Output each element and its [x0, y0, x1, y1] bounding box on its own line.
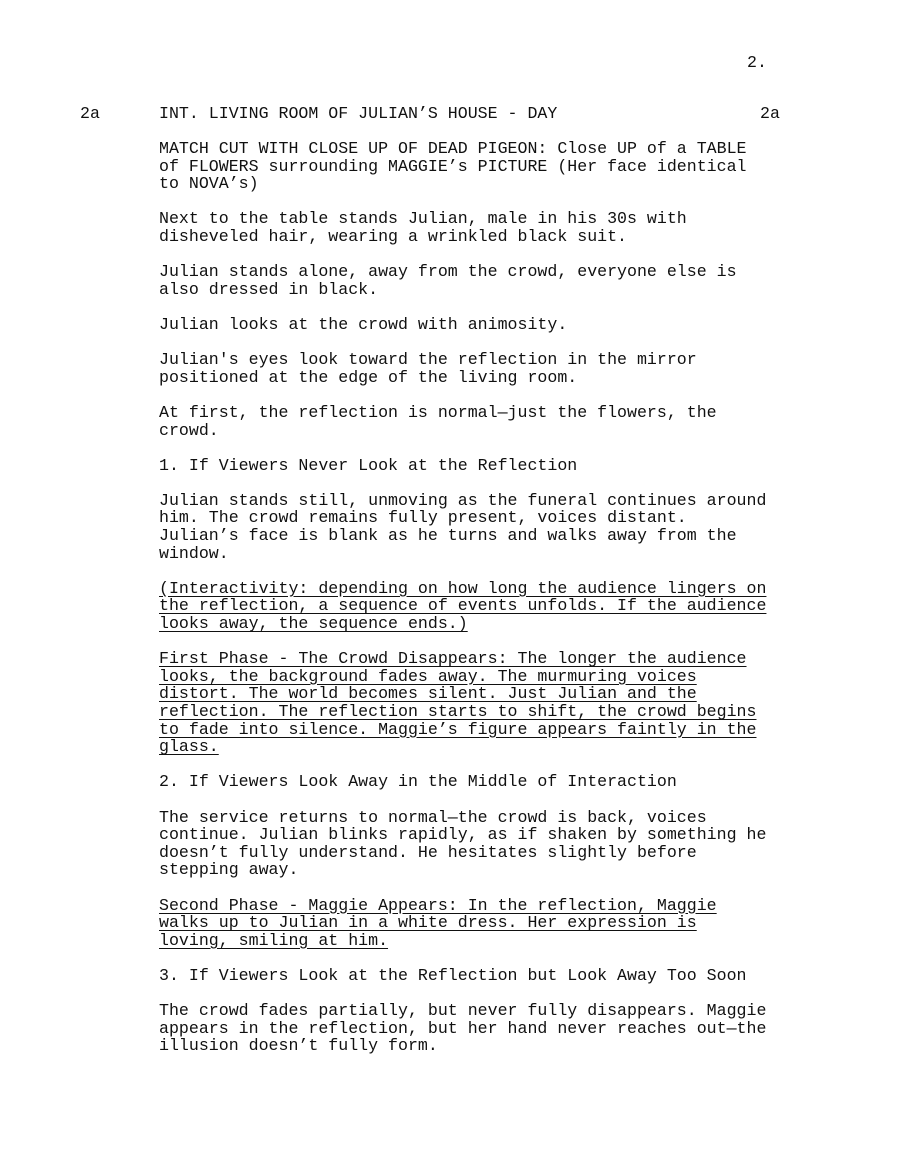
- phase-description: Second Phase - Maggie Appears: In the reflection, Maggie walks up to Julian in a white dress. Her expression is loving, smiling at him.: [159, 895, 717, 950]
- action-paragraph: Julian stands still, unmoving as the funeral continues around him. The crowd remains fully present, voices distant. Julian’s face is blank as he turns and walks away from the window.: [159, 490, 767, 563]
- phase-description: First Phase - The Crowd Disappears: The longer the audience looks, the background fades away. The murmuring voices distort. The world becomes silent. Just Julian and the reflection. The reflection starts to shift, the crowd begins to fade into silence. Maggie’s figure appears faintly in the glass.: [159, 649, 757, 757]
- option-heading: 3. If Viewers Look at the Reflection but Look Away Too Soon: [159, 965, 747, 985]
- scene-heading-row: [0, 105, 900, 125]
- option-heading: 1. If Viewers Never Look at the Reflection: [159, 455, 578, 475]
- scene-heading: INT. LIVING ROOM OF JULIAN’S HOUSE - DAY: [159, 104, 558, 123]
- action-paragraph: At first, the reflection is normal—just the flowers, the crowd.: [159, 402, 717, 440]
- action-block: [159, 140, 799, 1072]
- interactivity-note: (Interactivity: depending on how long the audience lingers on the reflection, a sequence of events unfolds. If the audience looks away, the sequence ends.): [159, 578, 767, 634]
- scene-number-left: 2a: [80, 104, 100, 123]
- action-paragraph: The service returns to normal—the crowd is back, voices continue. Julian blinks rapidly, as if shaken by something he doesn’t fully understand. He hesitates slightly before stepping away.: [159, 807, 767, 880]
- scene-number-right: 2a: [760, 104, 780, 123]
- page-number: 2.: [747, 53, 767, 72]
- action-paragraph: Julian looks at the crowd with animosity.: [159, 314, 568, 334]
- action-paragraph: Julian stands alone, away from the crowd, everyone else is also dressed in black.: [159, 262, 737, 299]
- action-paragraph: The crowd fades partially, but never fully disappears. Maggie appears in the reflection, but her hand never reaches out—the illusion doesn’t fully form.: [159, 1001, 767, 1056]
- option-heading: 2. If Viewers Look Away in the Middle of Interaction: [159, 772, 677, 792]
- action-paragraph: Next to the table stands Julian, male in his 30s with disheveled hair, wearing a wrinkled black suit.: [159, 209, 687, 246]
- action-paragraph: MATCH CUT WITH CLOSE UP OF DEAD PIGEON: Close UP of a TABLE of FLOWERS surrounding MAGGIE’s PICTURE (Her face identical to NOVA’s): [159, 139, 747, 194]
- action-paragraph: Julian's eyes look toward the reflection in the mirror positioned at the edge of the living room.: [159, 350, 697, 387]
